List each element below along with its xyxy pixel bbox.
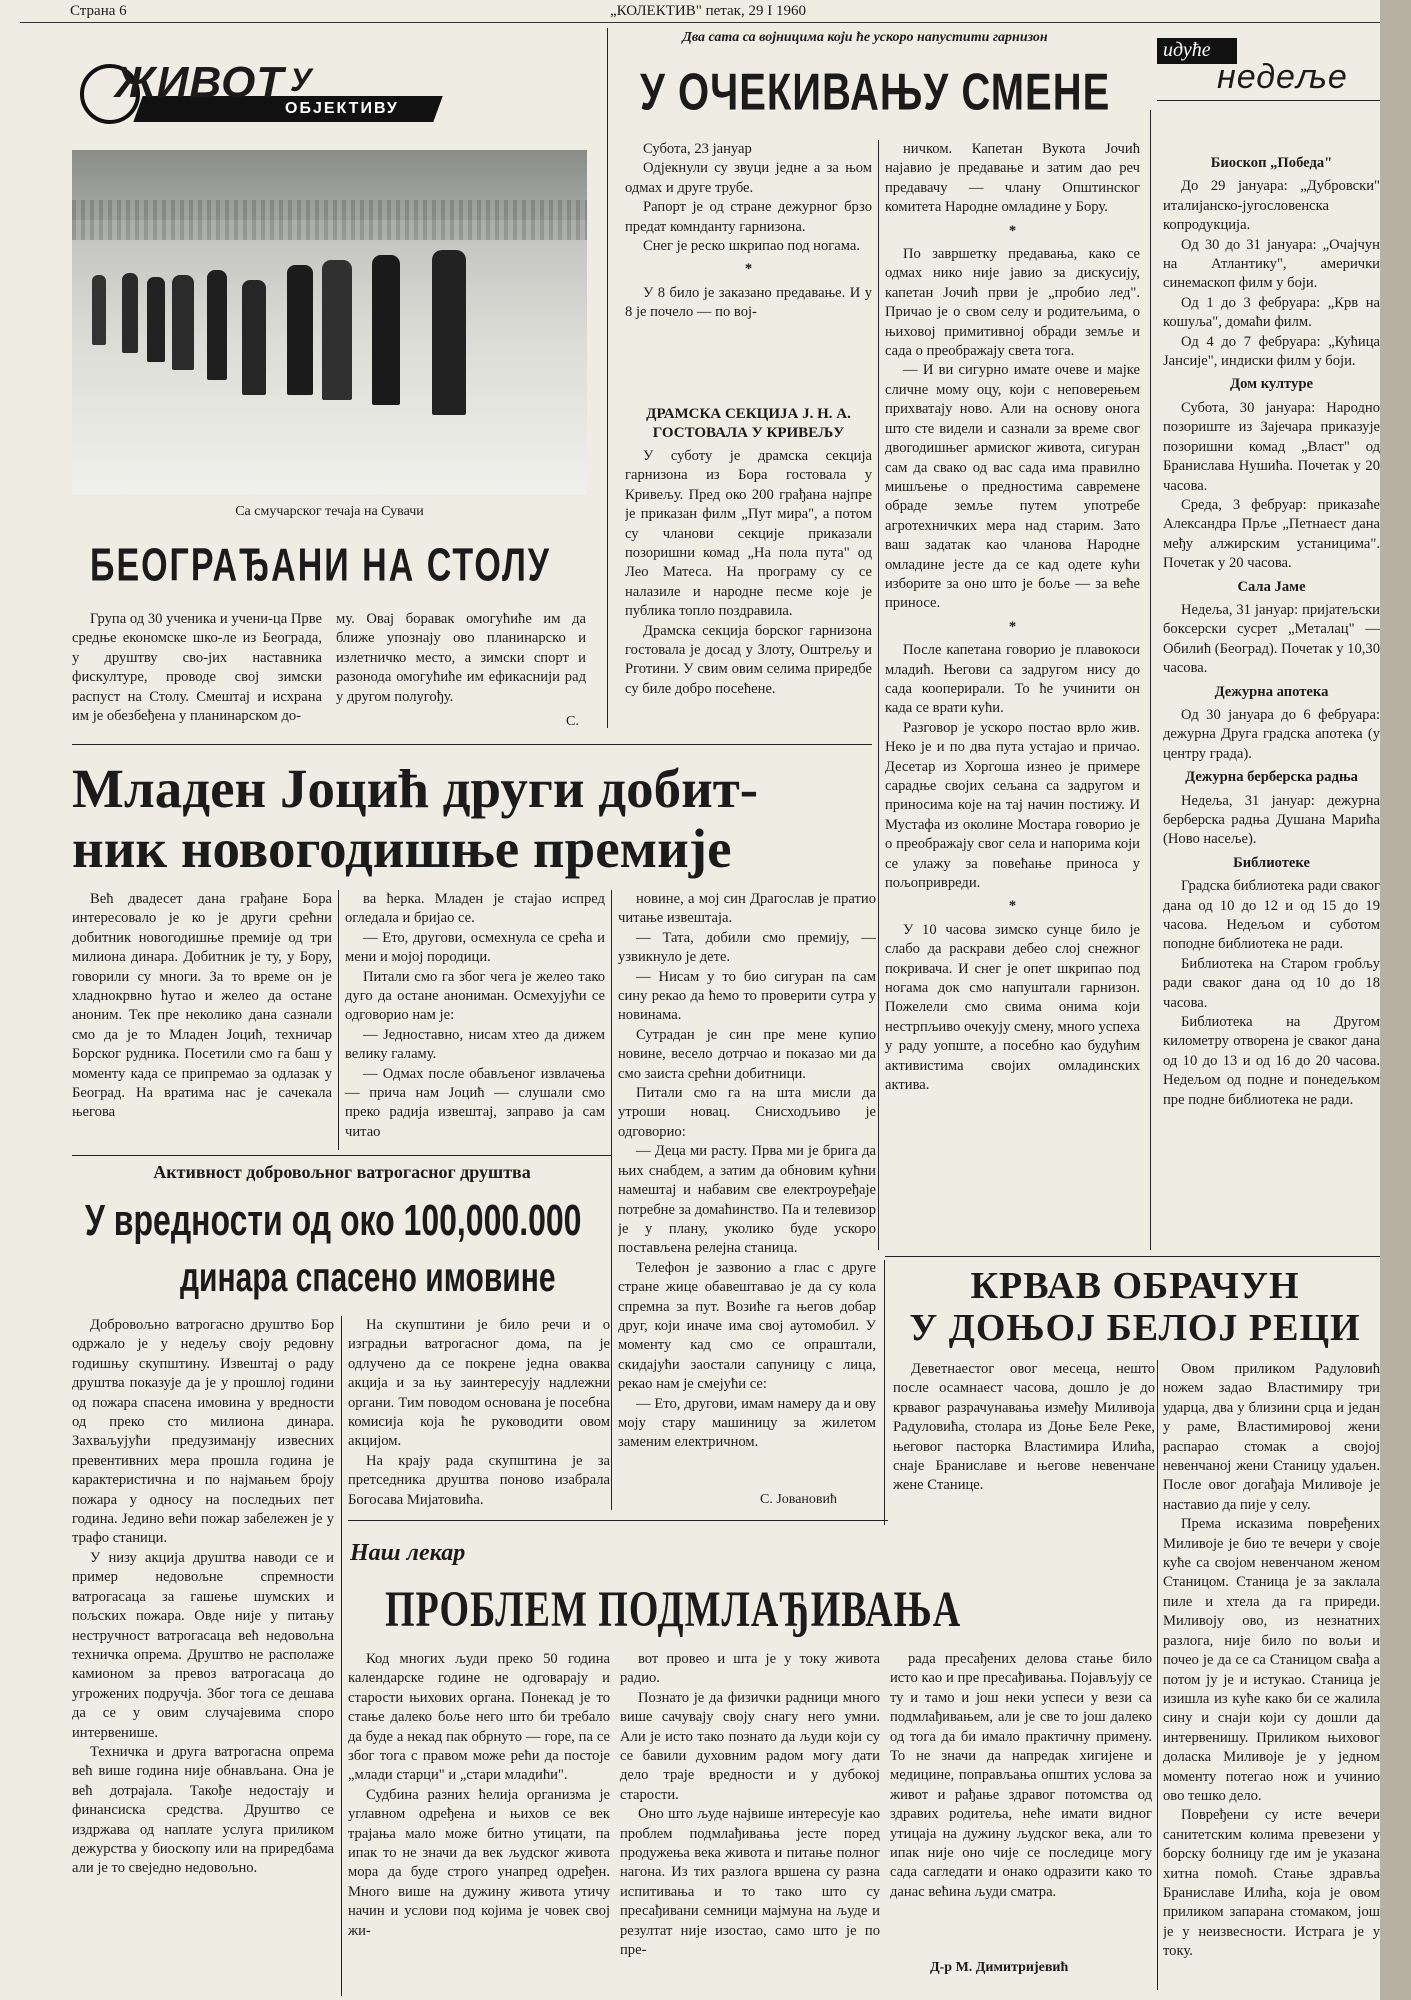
listing-text: Недеља, 31 јануар: пријатељски боксерски сусрет „Металац" — Обилић (Београд). Почетак у 10,30 часова. [1163,601,1380,677]
listing-heading: Дом културе [1230,376,1313,393]
listing-heading: Сала Јаме [1237,578,1306,595]
paragraph: — Ето, другови, осмехнула се срећа и мени и мојој породици. [345,929,605,966]
paragraph: * [1008,222,1017,239]
vatro-headline-1: У вредности од око 100,000.000 [85,1196,582,1245]
paragraph: Одјекнули су звуци једне а за њом одмах и друге трубе. [625,160,872,196]
paragraph: У 10 часова зимско сунце било је слабо да раскрави дебео слој снежног покривача. И снег је опет шкрипао под ногама док смо напуштали гарнизон. Пожелели смо свима онима који нестрпљиво очекују смену, много успеха у раду уопште, а посебно као будућим активистима својих омладинских актива. [885,921,1140,1094]
krvav-col-2 [1163,1360,1380,1990]
paragraph: — Једноставно, нисам хтео да дижем велику галаму. [345,1026,605,1063]
photo-caption: Са смучарског течаја на Сувачи [235,504,424,519]
mladen-signature: С. Јовановић [760,1492,838,1507]
paragraph: Добровољно ватрогасно друштво Бор одржало је у недељу своју редовну годишњу скупштину. Извештај о раду друштва показује да је у прошлој години од пожара спасена имовина у вредности од преко сто милиона динара. Захваљујући предузиманју извесних превентивних мера прошла година је карактеристична и по најмањем броју пожара у односу на последњих пет година. Једино већи пожар забележен је у трафо станици. [72,1317,334,1547]
paragraph: новине, а мој син Драгослав је пратио читање извештаја. [618,891,876,927]
paragraph: Већ двадесет дана грађане Бора интересовало је ко је други срећни добитник новогодишње премије од три милиона динара. Добитник је ту, у Бору, говорили су многи. За то време он је хладнокрвно ћутао и желео да остане аноним. Тек пре неколико дана сазнали смо да је то Младен Јоцић, техничар Борског рудника. Посетили смо га баш у моменту када се припремао за одлазак у Београд. На вратима нас је сачекала његова [72,891,332,1121]
paragraph: Снег је реско шкрипао под ногама. [643,238,861,255]
paragraph: ва ћерка. Младен је стајао испред огледала и бријао се. [345,891,605,927]
mladen-col-2 [345,890,605,1150]
logo-main: ЖИВОТ [115,58,285,107]
drama-headline: ДРАМСКА СЕКЦИЈА Ј. Н. А. ГОСТОВАЛА У КРИВЕЉУ [646,406,851,441]
paragraph: У низу акција друштва наводи се и пример недовољне спремности ватрогасаца за гашење шумских и пољских пожара. Овде није у питању нестручност ватрогасаца већ недовољна техничка опрема. Друштво не располаже камионом за превоз ватрогасаца до угрожених подручја. Због тога се дешава да се у овим случајевима споро интервенише. [72,1549,334,1741]
paragraph: — Одмах после обављеног извлачења — прича нам Јоцић — слушали смо преко радија извештај, заправо ја сам читао [345,1065,605,1140]
listing-text: Субота, 30 јануара: Народно позориште из Зајечара приказује позоришни комад „Власт" од Бранислава Нушића. Почетак у 20 часова. [1163,399,1380,494]
krvav-headline-2: У ДОЊОЈ БЕЛОЈ РЕЦИ [909,1307,1361,1349]
paragraph: Овом приликом Радуловић ножем задао Властимиру три ударца, два у близини срца и један у раме, Властимировој жени распарао стомак а својој невенчаној жени Станицу удаљен. После овог догађаја Миливоје је наставио да пије у селу. [1163,1361,1380,1513]
paragraph: Оно што људе највише интересује као проблем подмлађивања јесте поред продужења века живота и питање полног нагона. Из тих разлога вршена су разна испитивања и то тако што су пресађивани семници мајмуна на људе и резултат није изостао, само што је по пре- [620,1806,880,1959]
lekar-kicker: Наш лекар [350,1540,466,1566]
paragraph: Субота, 23 јануар [643,141,752,157]
vatro-kicker: Активност добровољног ватрогасног друштва [153,1162,531,1182]
listing-text: Среда, 3 фебруар: приказаће Александра Прље „Петнаест дана међу алжирским устаницима". Почетак у 20 часова. [1163,496,1380,572]
beogradjani-headline: БЕОГРАЂАНИ НА СТОЛУ [90,540,551,592]
paragraph: Према исказима повређених Миливоје је био те вечери у своје куће са својом невенчаном женом Станицом. Станица је за заклала пиле и хтела да га приреди. Миливоју ово, из незнатних разлога, није било по вољи и почео је да се са Станицом свађа а потом ју је и истукао. Станица је изишла из куће како би се жалила сину и снаји који су дошли да интервенишу. Приликом њиховог доласка Миливоје је у једном моменту потегао нож и учинио ово тешко дело. [1163,1516,1380,1804]
listing-text: Од 1 до 3 фебруара: „Крв на кошуља", домаћи филм. [1163,294,1380,331]
krvav-headline-1: КРВАВ ОБРАЧУН [970,1265,1300,1307]
beogradjani-col-2: му. Овај боравак омогућиће им да ближе упознају ово планинарско и излетничко место, а зимски спорт и разонода омогућиће им ефикаснији рад у другом полугођу. [336,611,586,705]
smena-col-2 [885,140,1140,1250]
listing-text: Библиотека на Старом гробљу ради сваког дана од 10 до 18 часова. [1163,955,1380,1011]
paragraph: вот провео и шта је у току живота радио. [620,1651,880,1687]
paragraph: Код многих људи преко 50 година календарске године не одговарају и старости њихових органа. Понекад је то стање далеко боље него што би требало да буде а некад пак обрнуто — горе, па се због тога с правом може рећи да постоје „млади старци" и „стари младићи". [348,1651,610,1784]
paragraph: На скупштини је било речи и о изградњи ватрогасног дома, па је одлучено да се покрене једна оваква акција и за њу заинтересују надлежни органи. Тим поводом основана је посебна комисија која ће руководити овом акцијом. [348,1317,610,1450]
paragraph: * [1008,618,1017,635]
paragraph: Судбина разних ћелија организма је углавном одређена и њихов се век трајања мало може битно утицати, па ипак то не значи да век људског живота мора да буде строго унапред одређен. Много више на дужину живота утичу начин и услови под којима је човек свој жи- [348,1786,610,1939]
listing-text: Градска библиотека ради сваког дана од 10 до 12 и од 15 до 19 часова. Недељом и суботом поподне библиотека не ради. [1163,878,1380,953]
paragraph: У 8 било је заказано предавање. И у 8 је почело — по вој- [625,284,872,321]
listing-text: Од 30 јануара до 6 фебруара: дежурна Друга градска апотека (у центру града). [1163,706,1380,762]
photo-trees [72,200,587,240]
listing-text: Библиотека на Другом километру отворена је сваког дана од 10 до 13 и од 16 до 20 часова. Недељом од подне и понедељком пре подне библиотека не ради. [1163,1014,1380,1108]
listing-heading: Дежурна апотека [1214,683,1329,700]
photo-skiers [92,255,532,425]
paragraph: Познато је да физички радници много више сачувају своју снагу него умни. Али је исто тако познато да људи који су се бавили духовним радом могу дати дело траје вредности и у дубокој старости. [620,1689,880,1803]
ski-course-photo [72,150,587,495]
lekar-col-2 [620,1650,880,1990]
mladen-headline-1: Младен Јоцић други добит- [72,758,759,819]
vatro-col-2 [348,1316,610,1526]
paragraph: — Нисам у то био сигуран па сам сину рекао да ћемо то проверити сутра у новинама. [618,968,876,1024]
krvav-col-1: Деветнаестог овог месеца, нешто после осамнаест часова, дошло је до крвавог разрачунавања између Миливоја Радуловића, столара из Доње Беле Реке, његовог пасторка Властимира Илића, снаје Браниславе и његове невенчане жене Станице. [893,1361,1155,1494]
paragraph: Драмска секција борског гарнизона гостовала је досад у Злоту, Оштрељу и Рготини. У свим овим селима приредбе су биле добро посећене. [625,622,872,697]
paragraph: Питали смо га због чега је желео тако дуго да остане анониман. Осмехујући се одговорио нам је: [345,968,605,1024]
zivot-logo [80,58,460,128]
paragraph: Техничка и друга ватрогасна опрема већ више година није обнављана. Она је већ дотрајала. Такође недостају и финансиска средства. Друштво се издржава од наплате услуга приликом дежурства у биоскопу или на приредбама али је то свеједно недовољно. [72,1743,334,1877]
page-header [20,2,1380,23]
paragraph: Телефон је зазвонио а глас с друге стране жице обавештавао је да су кола спремна за пут. Возиће га његов добар друг, који иначе има свој аутомобил. У моменту кад смо се опраштали, скидајући заостали сапуницу с лица, рекао нам је смејући се: [618,1259,876,1393]
listing-heading: Дежурна берберска радња [1185,769,1358,786]
vatro-col-1 [72,1316,334,1986]
paragraph: Сутрадан је син пре мене купио новине, весело дотрчао и показао ми да смо заиста срећни добитници. [618,1026,876,1082]
paper-title-date: „КОЛЕКТИВ" петак, 29 I 1960 [610,3,806,19]
paragraph: Рапорт је од стране дежурног брзо предат комнданту гарнизона. [625,199,872,235]
lekar-headline: ПРОБЛЕМ ПОДМЛАЂИВАЊА [385,1581,962,1639]
paragraph: На крају рада скупштина је за претседника друштва поново изабрала Богосава Мијатовића. [348,1452,610,1508]
paragraph: У суботу је драмска секција гарнизона из Бора гостовала у Кривељу. Пред око 200 грађана најпре је приказан филм „Пут мира", а потом су чланови секције приказали позоришни комад „На пола пута" од Лео Матеса. На програму су се налазиле и народне песме које је публика топло поздравила. [625,448,872,620]
paragraph: * [1008,898,1017,915]
listing-text: До 29 јануара: „Дубровски" италијанско-југословенска копродукција. [1163,178,1380,234]
paragraph: — Деца ми расту. Прва ми је брига да њих снабдем, а затим да обновим кућни намештај и набавим све електроуређаје потребне за домаћинство. Па и телевизор је у плану, уколико буде ускоро постављена релејна станица. [618,1143,876,1257]
lekar-col-1 [348,1650,610,1990]
smena-kicker: Два сата са војницима који ће ускоро напустити гарнизон [682,30,1048,45]
paragraph: — Ето, другови, имам намеру да и ову моју стару машиницу за жилетом заменим електричном. [618,1395,876,1451]
mladen-col-1 [72,890,332,1150]
paragraph: После капетана говорио је плавокоси младић. Његови са задругом нису до сада кооперирали. То ће учинити он када се врати кући. [885,642,1140,717]
nedelja-listings [1163,150,1380,1240]
mladen-col-3 [618,890,876,1490]
listing-heading: Биоскоп „Победа" [1210,155,1333,171]
paragraph: Питали смо га на шта мисли да утроши новац. Снисходљиво је одговорио: [618,1085,876,1140]
paragraph: ничком. Капетан Вукота Јочић најавио је предавање и затим дао реч предавачу — члану Општинског комитета Народне омладине у Бору. [885,141,1140,216]
vatro-headline-2: динара спасено имовине [180,1256,556,1301]
paragraph: Повређени су исте вечери санитетским колима превезени у борску болницу где им је указана хитна помоћ. Стање здравља Браниславе Илића, која је овом приликом запарана стомаком, још је у неизвесности. Истрага је у току. [1163,1807,1380,1960]
lekar-col-3 [890,1650,1152,1940]
mladen-headline-2: ник новогодишње премије [72,818,732,879]
listing-text: Од 30 до 31 јануара: „Очајчун на Атлантику", амерички синемаскоп филм у боји. [1163,236,1380,292]
beogradjani-signature: С. [566,714,579,729]
paragraph: рада пресађених делова стање било исто као и пре пресађивања. Појављују се ту и тамо и још неки успеси у вези са подмлађивањем, али је све то још далеко од тога да би имало практичну примену. То не значи да напредак хигијене и медицине, поправљања општих услова за живот и рађање здравог потомства од здравих родитеља, неће имати видног утицаја на дужину људског века, али то ипак није оно чије се последице могу сада сагледати и онако одразити како то данас већина људи сматра. [890,1651,1152,1900]
listing-text: Недеља, 31 јануар: дежурна берберска радња Душана Марића (Ново насеље). [1163,792,1380,848]
paragraph: — И ви сигурно имате очеве и мајке сличне мому оцу, који с неповерењем прихватају ново. Али на основу онога што сте видели и сазнали за време свог двогодишњег армиског живота, сигуран сам да свако од вас сада има правилно мишљење о предностима савремене обраде земље путем употребе агротехничких мера над старим. Зато ваш задатак као чланова Народне омладине јесте да се кад одете кући изборите за оно што је боље — за веће приносе. [885,362,1140,612]
logo-u: У [290,62,312,98]
drama-text [625,447,872,730]
smena-col-1 [625,140,872,390]
lekar-signature: Д-р М. Димитријевић [930,1960,1069,1975]
listing-heading: Библиотеке [1233,854,1310,871]
paragraph: — Тата, добили смо премију, — узвикнуло је дете. [618,929,876,966]
page-number: Страна 6 [70,3,127,19]
listing-text: Од 4 до 7 фебруара: „Кућица Јансије", индиски филм у боји. [1163,333,1380,370]
page-edge [1380,0,1411,2000]
paragraph: Разговор је ускоро постао врло жив. Неко је и по два пута устајао и причао. Десетар из Хоргоша изнео је примере сарадње својих сељана са задругом и приносима које на тај начин постижу. И Мустафа из околине Мостара говорио је о преображају свог села и напорима који се улажу за повећање приноса у пољопривреди. [885,719,1140,892]
logo-sub: ОБЈЕКТИВУ [285,100,399,117]
nedelja-logo: идуће недеље [1157,38,1382,94]
paragraph: * [744,261,753,278]
smena-headline: У ОЧЕКИВАЊУ СМЕНЕ [640,64,1111,122]
paragraph: По завршетку предавања, како се одмах нико није јавио за дискусију, капетан Јочић први је „пробио лед". Причао је о свом селу и родитељима, о њиховој примитивној обради земље и сада о преображају света тога. [885,246,1140,360]
beogradjani-col-1: Група од 30 ученика и учени-ца Прве средње економске шко-ле из Београда, у друштву сво-јих наставника фискултуре, проводе свој зимски распуст на Столу. Смештај и исхрана им је обезбеђена у планинарском до- [72,611,322,725]
